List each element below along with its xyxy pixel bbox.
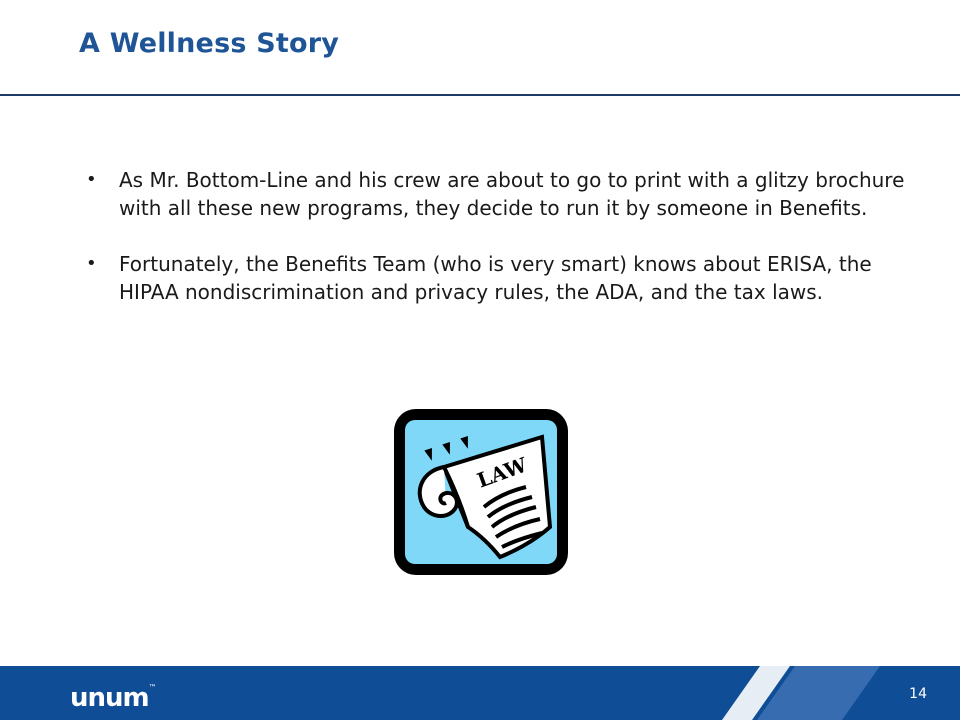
unum-logo: unum™	[70, 683, 157, 713]
bullet-item-2	[82, 250, 932, 306]
slide-title: A Wellness Story	[79, 28, 340, 59]
bullet-item-1	[82, 166, 932, 222]
bullet-dot: •	[86, 253, 97, 274]
bullet-list	[82, 166, 932, 334]
bullet-text: As Mr. Bottom-Line and his crew are about to go to print with a glitzy brochure with all these new programs, they decide to run it by someone in Benefits.	[119, 168, 905, 220]
law-scroll-icon	[392, 407, 570, 577]
law-label: LAW	[473, 452, 531, 493]
page-number: 14	[909, 686, 927, 702]
footer-bar	[0, 666, 960, 720]
logo-text: unum	[70, 683, 149, 713]
bullet-dot: •	[86, 169, 97, 190]
title-divider	[0, 94, 960, 96]
bullet-text: Fortunately, the Benefits Team (who is very smart) knows about ERISA, the HIPAA nondiscrimination and privacy rules, the ADA, and the tax laws.	[119, 252, 872, 304]
